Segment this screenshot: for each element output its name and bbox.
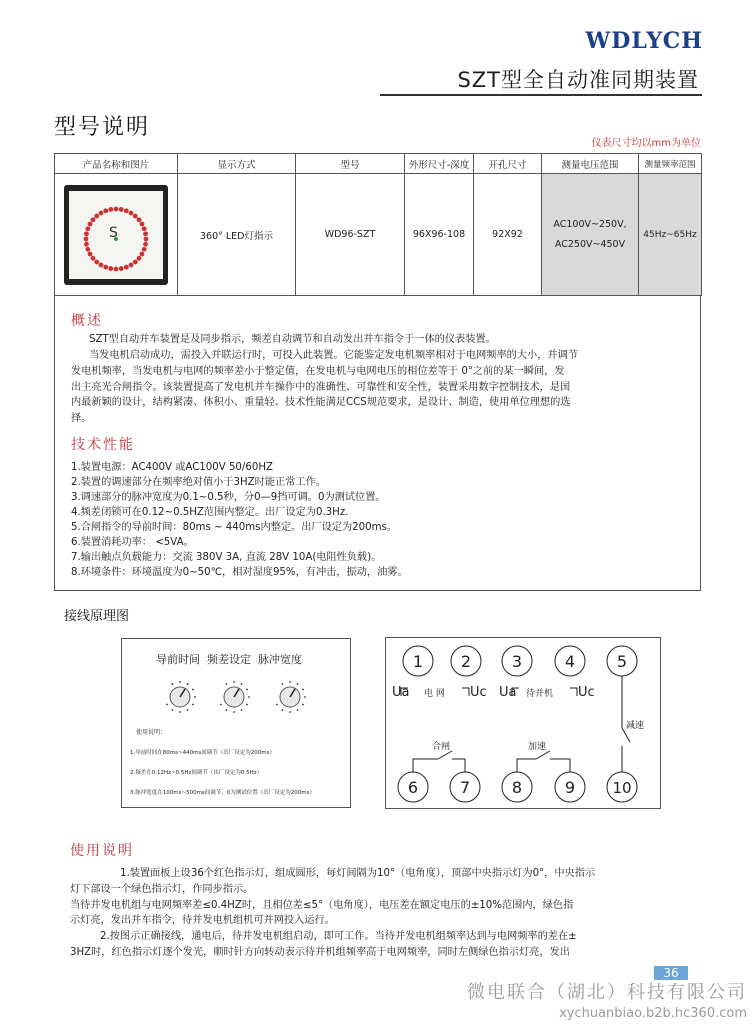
knobs-title: 导前时间 频差设定 脉冲宽度 <box>156 653 302 666</box>
usage-line: 灯下部设一个绿色指示灯，作同步指示。 <box>70 883 254 895</box>
indicator-led <box>94 213 99 218</box>
tech-item: 6.装置消耗功率： <5VA。 <box>71 537 194 548</box>
indicator-led <box>103 208 108 213</box>
wire-9 <box>550 759 570 772</box>
meter-image <box>64 185 168 285</box>
wire-7 <box>452 759 465 772</box>
meter-center-letter: S <box>109 224 118 241</box>
indicator-led <box>103 264 108 269</box>
terminal-label: 6 <box>407 778 419 797</box>
knob-tick <box>192 689 194 691</box>
usage-line: 2.按图示正确接线，通电后，待并发电机组启动，即可工作。当待并发电机组频率达到与电网频率的差在± <box>100 931 577 943</box>
terminal-label: 1 <box>412 652 424 671</box>
terminal-label: 8 <box>511 778 523 797</box>
indicator-led <box>84 236 89 241</box>
knob-tick <box>282 683 284 685</box>
indicator-led <box>91 217 96 222</box>
voltage-line-1: AC100V~250V, <box>553 218 627 230</box>
wire-8 <box>517 759 536 772</box>
cutout-cell: 92X92 <box>474 174 542 296</box>
knob-tick <box>179 681 181 683</box>
knob-tick <box>166 704 168 706</box>
overview-line: 发电机频率，当发电机与电网的频率差小于整定值，在发电机与电网电压的相位差等于 0°之前的某一瞬间，发 <box>71 365 565 377</box>
ua2-label: Ua <box>499 685 517 700</box>
knob-tick <box>172 683 174 685</box>
tech-item: 4.频差闭锁可在0.12~0.5HZ范围内整定。出厂设定为0.3Hz. <box>71 507 349 518</box>
knob-panel-diagram <box>121 638 351 808</box>
knob-tick <box>226 683 228 685</box>
title-rule <box>380 94 702 96</box>
terminal-svg <box>386 638 660 808</box>
usage-line: 示灯亮，发出并车指令，待并发电机组机可并网投入运行。 <box>70 915 335 927</box>
tech-item: 2.装置的调速部分在频率绝对值小于3HZ时能正常工作。 <box>71 477 326 488</box>
knob-tick <box>233 681 235 683</box>
overview-line: 择。 <box>71 413 92 425</box>
terminal-label: 3 <box>511 652 523 671</box>
indicator-led <box>119 266 124 271</box>
knob-tick <box>297 709 299 711</box>
overview-heading: 概述 <box>71 313 103 329</box>
knob-tick <box>246 704 248 706</box>
indicator-led <box>142 246 147 251</box>
voltage-line-2: AC250V~450V <box>554 238 626 250</box>
knob-tick <box>172 709 174 711</box>
indicator-led <box>143 231 148 236</box>
indicator-led <box>99 210 104 215</box>
knob-tick <box>187 683 189 685</box>
indicator-led <box>91 255 96 260</box>
knob-tick <box>302 704 304 706</box>
frequency-cell: 45Hz~65Hz <box>639 174 702 296</box>
header-cell: 测量频率范围 <box>639 154 702 174</box>
product-image-cell <box>55 174 178 296</box>
page-number: 36 <box>654 966 688 980</box>
indicator-led <box>119 207 124 212</box>
tech-item: 5.合闸指令的导前时间：80ms ~ 440ms内整定。出厂设定为200ms。 <box>71 522 398 533</box>
usage-heading: 使用说明 <box>70 843 134 859</box>
panel-usage-note: 1.导前时间在80ms~440ms间调节（出厂设定为200ms） <box>130 750 276 756</box>
indicator-led <box>85 246 90 251</box>
knob-tick <box>187 709 189 711</box>
knob-tick <box>179 711 181 713</box>
overview-line: 内最新颖的设计，结构紧凑、体积小、重量轻、技术性能满足CCS规范要求，是设计、制造，使用单位理想的选 <box>71 397 571 409</box>
grid-label: 电 网 <box>424 689 445 699</box>
uc2-label: Uc <box>578 685 595 700</box>
wiring-title: 接线原理图 <box>64 609 130 624</box>
usage-line: 3HZ时，红色指示灯逐个发光，顺时针方向转动表示待并机组频率高于电网频率，同时左侧绿色指示灯亮，发出 <box>70 946 570 958</box>
panel-usage-notes <box>130 747 315 799</box>
knob-tick <box>248 696 250 698</box>
terminal-label: 7 <box>459 778 471 797</box>
header-cell: 显示方式 <box>178 154 296 174</box>
indicator-led <box>140 221 145 226</box>
indicator-led <box>108 266 113 271</box>
knob-tick <box>246 689 248 691</box>
knob-tick <box>233 711 235 713</box>
outline-cell: 96X96-108 <box>405 174 474 296</box>
pending-label: 待并机 <box>526 689 554 699</box>
indicator-led <box>137 217 142 222</box>
unit-note: 仪表尺寸均以mm为单位 <box>591 138 701 149</box>
tech-item: 7.输出触点负载能力：交流 380V 3A, 直流 28V 10A(电阻性负载)。 <box>71 552 382 563</box>
terminal-diagram <box>385 637 661 809</box>
indicator-led <box>142 226 147 231</box>
header-cell: 型号 <box>296 154 405 174</box>
tech-list <box>71 460 408 580</box>
header-cell: 产品名称和图片 <box>55 154 178 174</box>
terminal-label: 9 <box>564 778 576 797</box>
header-cell: 开孔尺寸 <box>474 154 542 174</box>
knobs-svg <box>122 667 350 731</box>
brand-logo: WDLYCH <box>585 28 703 54</box>
page-title: SZT型全自动准同期装置 <box>457 68 699 92</box>
indicator-led <box>114 206 119 211</box>
indicator-led <box>124 264 129 269</box>
indicator-led <box>84 231 89 236</box>
tech-item: 8.环境条件：环境温度为0~50℃，相对湿度95%，有冲击，振动，油雾。 <box>71 567 408 578</box>
terminal-label: 2 <box>460 652 472 671</box>
indicator-led <box>129 210 134 215</box>
bracket-uc2 <box>570 688 577 696</box>
overview-line: 当发电机启动成功，需投入并联运行时，可投入此装置。它能鉴定发电机频率相对于电网频率的大小，并调节 <box>89 350 578 361</box>
knob-tick <box>304 696 306 698</box>
uc1-label: Uc <box>470 685 487 700</box>
indicator-led <box>99 262 104 267</box>
voltage-cell <box>542 174 639 296</box>
section-title: 型号说明 <box>54 115 151 140</box>
indicator-led <box>129 262 134 267</box>
indicator-led <box>133 259 138 264</box>
knob-tick <box>297 683 299 685</box>
knob-tick <box>220 704 222 706</box>
spec-table <box>54 153 702 296</box>
overview-para1: SZT型自动并车装置是及同步指示，频差自动调节和自动发出并车指令于一体的仪表装置。 <box>89 334 496 345</box>
header-cell: 外形尺寸-深度 <box>405 154 474 174</box>
knob-tick <box>226 709 228 711</box>
indicator-led <box>108 207 113 212</box>
indicator-led <box>133 213 138 218</box>
knob-tick <box>241 683 243 685</box>
model-cell: WD96-SZT <box>296 174 405 296</box>
indicator-led <box>114 266 119 271</box>
spec-data-row <box>55 174 702 296</box>
panel-usage-note: 2.频差在0.12Hz~0.5Hz间调节（出厂设定为0.5Hz） <box>130 770 263 776</box>
indicator-led <box>144 236 149 241</box>
bracket-uc1 <box>462 688 469 696</box>
terminal-label: 4 <box>564 652 576 671</box>
panel-usage-note: 3.脉冲宽度在100ms~500ms间调节，0为测试位置（出厂设定为200ms） <box>130 790 316 796</box>
knob-tick <box>289 681 291 683</box>
knob-tick <box>194 696 196 698</box>
tech-item: 1.装置电源：AC400V 或AC100V 50/60HZ <box>71 462 273 473</box>
indicator-led <box>137 255 142 260</box>
usage-line: 当待并发电机组与电网频率差≤0.4HZ时，且相位差≤5°（电角度），电压差在额定电压的±10%范围内，绿色指 <box>70 899 574 911</box>
knob-tick <box>276 704 278 706</box>
switch-speed <box>536 751 550 759</box>
speed-up-label: 加速 <box>528 742 547 752</box>
tech-heading: 技术性能 <box>71 437 135 453</box>
indicator-led <box>94 259 99 264</box>
usage-body <box>70 866 696 961</box>
knob-tick <box>282 709 284 711</box>
overview-para2 <box>71 348 695 427</box>
panel-usage-heading: 使用说明： <box>136 729 167 736</box>
footer-url: xychuanbiao.b2b.hc360.com <box>559 1006 747 1021</box>
switch-close <box>438 751 452 759</box>
footer-company: 微电联合（湖北）科技有限公司 <box>467 982 747 1003</box>
slow-label: 减速 <box>626 721 645 731</box>
wire-6 <box>413 759 438 772</box>
tech-item: 3.调速部分的脉冲宽度为0.1~0.5秒，分0—9挡可调。0为测试位置。 <box>71 492 386 503</box>
indicator-led <box>143 241 148 246</box>
spec-header-row <box>55 154 702 174</box>
indicator-led <box>85 226 90 231</box>
indicator-led <box>140 251 145 256</box>
usage-line: 1.装置面板上设36个红色指示灯，组成圆形，每灯间隔为10°（电角度），顶部中央指示灯为0°，中央指示 <box>120 868 596 879</box>
indicator-led <box>88 221 93 226</box>
knob-tick <box>192 704 194 706</box>
close-label: 合闸 <box>432 742 451 752</box>
terminal-label: 5 <box>616 652 628 671</box>
header-cell: 测量电压范围 <box>542 154 639 174</box>
terminal-label: 10 <box>612 779 632 797</box>
knob-tick <box>289 711 291 713</box>
knob-tick <box>241 709 243 711</box>
overview-line: 出主亮光合闸指令。该装置提高了发电机并车操作中的准确性、可靠性和安全性，装置采用数字控制技术，是国 <box>71 381 571 393</box>
description-box <box>54 296 701 591</box>
indicator-led <box>124 208 129 213</box>
knob-tick <box>302 689 304 691</box>
display-cell: 360° LED灯指示 <box>178 174 296 296</box>
indicator-led <box>88 251 93 256</box>
ua1-label: Ua <box>392 685 410 700</box>
indicator-led <box>84 241 89 246</box>
